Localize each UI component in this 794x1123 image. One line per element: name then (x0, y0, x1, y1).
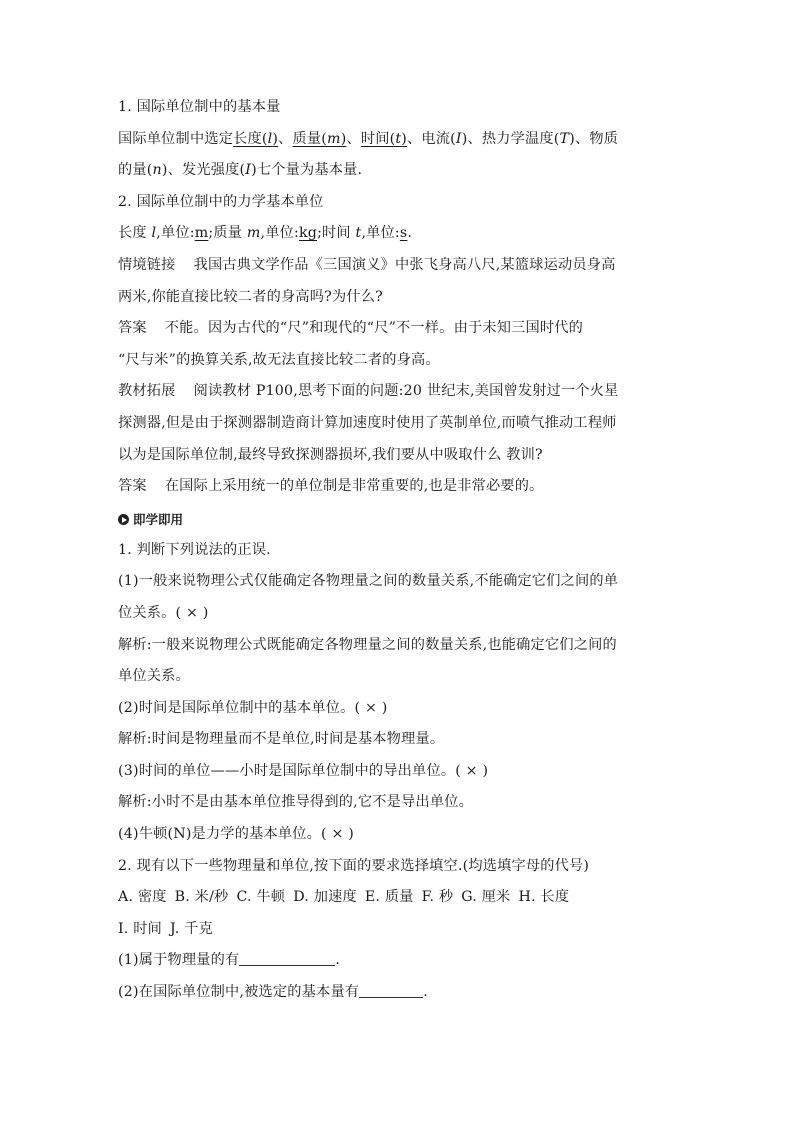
underlined-unit-m: m (194, 225, 209, 242)
section-header-practice (118, 505, 688, 535)
answer-1-line2: “尺与米”的换算关系,故无法直接比较二者的身高。 (118, 351, 440, 368)
text: ,单位: (361, 225, 400, 242)
play-circle-icon (118, 514, 129, 525)
question-1-item-1-line1: (1)一般来说物理公式仅能确定各物理量之间的数量关系,不能确定它们之间的单 (118, 573, 619, 590)
underlined-mass (293, 131, 347, 147)
underlined-time (361, 131, 407, 147)
text: ;质量 (208, 225, 247, 242)
question-1-item-4: (4)牛顿(N)是力学的基本单位。( × ) (118, 826, 355, 843)
text: . (423, 984, 428, 1001)
answer-blank-1[interactable] (239, 949, 335, 966)
symbol: I (455, 130, 462, 147)
option-i: I. 时间 (118, 920, 162, 937)
symbol: T (559, 130, 570, 147)
text: 国际单位制中选定 (118, 130, 234, 147)
separator: 、 (278, 130, 293, 147)
separator: 、 (574, 130, 590, 147)
question-1-item-2: (2)时间是国际单位制中的基本单位。( × ) (118, 699, 388, 716)
text: 的量( (118, 162, 153, 179)
paragraph-mechanics-units (118, 218, 688, 250)
paragraph-basic-quantities-line1 (118, 124, 688, 156)
question-1-item-1-line2: 位关系。( × ) (118, 604, 209, 621)
option-h: H. 长度 (518, 889, 570, 906)
textbook-extension-line3: 以为是国际单位制,最终导致探测器损坏,我们要从中吸取什么 教训? (118, 446, 543, 463)
scene-link-line2: 两米,你能直接比较二者的身高吗?为什么? (118, 288, 383, 305)
symbol: n (152, 162, 162, 179)
question-2-sub-2 (118, 977, 688, 1009)
question-2-options-row2 (118, 914, 688, 946)
paragraph-basic-quantities-line2 (118, 155, 688, 187)
text: 长度 (118, 225, 152, 242)
heading-basic-quantities: 1. 国际单位制中的基本量 (118, 99, 281, 115)
text: 长度( (233, 130, 268, 147)
symbol: t (395, 130, 402, 147)
question-2-options-row1 (118, 882, 688, 914)
question-1-explanation-1-line1: 解析:一般来说物理公式既能确定各物理量之间的数量关系,也能确定它们之间的 (118, 636, 617, 653)
text: . (335, 952, 341, 969)
answer-1-line1 (118, 313, 688, 345)
text: 质量( (292, 130, 328, 147)
question-2-sub-1 (118, 945, 688, 977)
text: 物质 (589, 130, 619, 147)
symbol: t (355, 225, 362, 242)
underlined-length (233, 131, 278, 147)
text: (1)属于物理量的有 (118, 952, 240, 969)
section-title: 即学即用 (133, 511, 184, 527)
separator: 、 (467, 130, 482, 147)
text: (2)在国际单位制中,被选定的基本量有 (118, 984, 360, 1001)
text: ,单位: (156, 225, 195, 242)
underlined-unit-s: s (399, 225, 408, 242)
symbol: l (151, 225, 157, 242)
option-a: A. 密度 (118, 889, 167, 906)
answer-blank-2[interactable] (359, 981, 423, 998)
separator: 、 (346, 130, 361, 147)
text: )、发光强度( (161, 162, 246, 179)
text: 热力学温度( (481, 130, 560, 147)
text: )七个量为基本量. (251, 162, 363, 179)
text: . (407, 225, 413, 242)
question-1-explanation-3: 解析:小时不是由基本单位推导得到的,它不是导出单位。 (118, 794, 473, 811)
answer-2-line1 (118, 471, 688, 503)
text: 时间( (360, 130, 396, 147)
question-1-explanation-1-line2: 单位关系。 (118, 668, 190, 685)
text: ) (401, 130, 407, 147)
option-c: C. 牛顿 (236, 889, 286, 906)
textbook-extension-tag: 教材拓展 (118, 383, 176, 400)
option-e: E. 质量 (364, 889, 414, 906)
question-1-item-3: (3)时间的单位——小时是国际单位制中的导出单位。( × ) (118, 762, 489, 779)
option-d: D. 加速度 (293, 889, 357, 906)
separator: 、 (407, 130, 422, 147)
question-2-title: 2. 现有以下一些物理量和单位,按下面的要求选择填空.(均选填字母的代号) (118, 857, 590, 874)
option-g: G. 厘米 (461, 889, 511, 906)
text: ) (340, 130, 347, 147)
underlined-unit-kg: kg (298, 225, 318, 242)
document-page (118, 92, 688, 1009)
text: 电流( (421, 130, 456, 147)
text: 我国古典文学作品《三国演义》中张飞身高八尺,某篮球运动员身高 (193, 256, 616, 273)
text: 不能。因为古代的“尺”和现代的“尺”不一样。由于未知三国时代的 (164, 320, 584, 337)
text: ) (569, 130, 575, 147)
text: ;时间 (317, 225, 356, 242)
question-1-title: 1. 判断下列说法的正误. (118, 541, 271, 558)
symbol: I (245, 162, 252, 179)
text: ) (461, 130, 468, 147)
option-j: J. 千克 (170, 920, 213, 937)
option-b: B. 米/秒 (174, 889, 229, 906)
heading-mechanics-units: 2. 国际单位制中的力学基本单位 (118, 193, 324, 210)
text: 阅读教材 P100,思考下面的问题:20 世纪末,美国曾发射过一个火星 (193, 383, 619, 400)
text: ) (272, 130, 279, 147)
option-f: F. 秒 (421, 889, 454, 906)
question-1-explanation-2: 解析:时间是物理量而不是单位,时间是基本物理量。 (118, 731, 445, 748)
symbol: l (267, 130, 273, 147)
answer-tag: 答案 (118, 478, 147, 495)
textbook-extension-line2: 探测器,但是由于探测器制造商计算加速度时使用了英制单位,而喷气推动工程师 (118, 414, 617, 431)
textbook-extension-line1 (118, 376, 688, 408)
symbol: m (327, 130, 341, 147)
scene-link-tag: 情境链接 (118, 256, 176, 273)
symbol: m (246, 225, 261, 242)
answer-tag: 答案 (118, 320, 147, 337)
text: 在国际上采用统一的单位制是非常重要的,也是非常必要的。 (164, 478, 544, 495)
text: ,单位: (260, 225, 299, 242)
scene-link-line1 (118, 250, 688, 282)
